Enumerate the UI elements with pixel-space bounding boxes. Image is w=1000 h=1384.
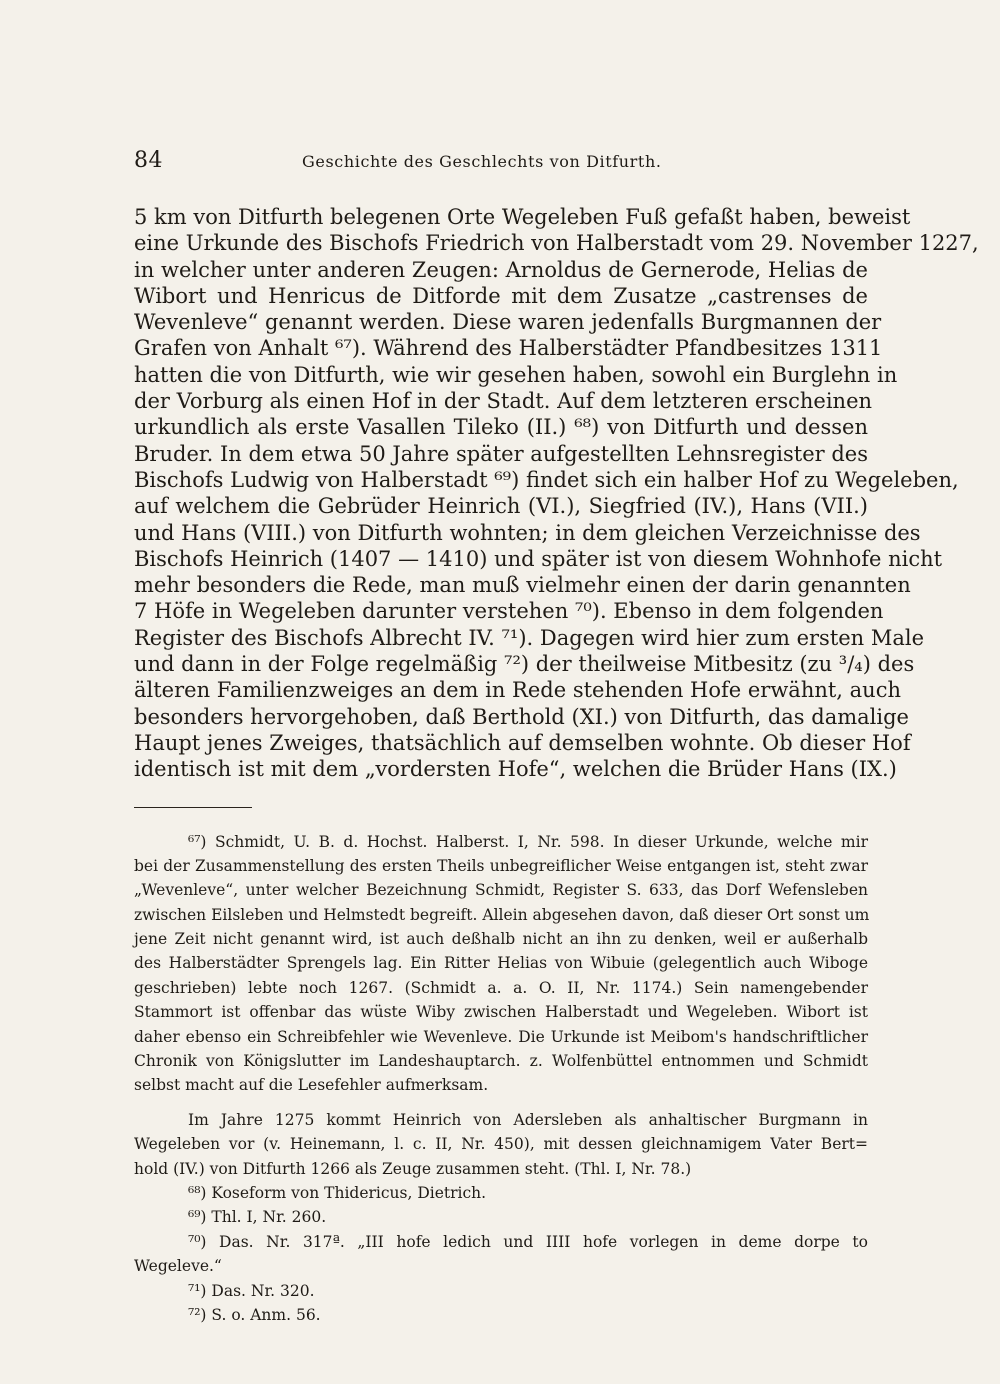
- footnote-line: jene Zeit nicht genannt wird, ist auch deßhalb nicht an ihn zu denken, weil er außerhalb: [134, 930, 868, 949]
- text-line: besonders hervorgehoben, daß Berthold (XI.) von Ditfurth, das damalige: [134, 704, 909, 729]
- text-line: 7 Höfe in Wegeleben darunter verstehen ⁷⁰). Ebenso in dem folgenden: [134, 599, 884, 624]
- text-line: Bruder. In dem etwa 50 Jahre später aufgestellten Lehnsregister des: [134, 441, 868, 466]
- text-line: in welcher unter anderen Zeugen: Arnoldus de Gernerode, Helias de: [134, 257, 868, 282]
- footnotes: [134, 830, 868, 1328]
- footnote-line: ⁶⁷) Schmidt, U. B. d. Hochst. Halberst. I, Nr. 598. In dieser Urkunde, welche mir: [188, 832, 868, 851]
- footnote-68: ⁶⁸) Koseform von Thidericus, Dietrich.: [188, 1184, 487, 1202]
- text-line: Wibort und Henricus de Ditforde mit dem Zusatze „castrenses de: [134, 283, 868, 308]
- running-head: Geschichte des Geschlechts von Ditfurth.: [302, 152, 662, 171]
- text-line: Bischofs Ludwig von Halberstadt ⁶⁹) findet sich ein halber Hof zu Wegeleben,: [134, 467, 959, 492]
- page-header: [134, 148, 868, 178]
- footnote-line: Wegeleve.“: [134, 1257, 222, 1276]
- text-line: der Vorburg als einen Hof in der Stadt. Auf dem letzteren erscheinen: [134, 389, 873, 414]
- text-line: Haupt jenes Zweiges, thatsächlich auf demselben wohnte. Ob dieser Hof: [134, 730, 911, 755]
- text-line: identisch ist mit dem „vordersten Hofe“, welchen die Brüder Hans (IX.): [134, 757, 897, 782]
- footnote-line: „Wevenleve“, unter welcher Bezeichnung Schmidt, Register S. 633, das Dorf Wefensleben: [134, 881, 868, 900]
- text-line: und Hans (VIII.) von Ditfurth wohnten; in dem gleichen Verzeichnisse des: [134, 520, 921, 545]
- footnote-71: ⁷¹) Das. Nr. 320.: [188, 1281, 315, 1300]
- text-line: mehr besonders die Rede, man muß vielmehr einen der darin genannten: [134, 573, 911, 598]
- footnote-line: Chronik von Königslutter im Landeshauptarch. z. Wolfenbüttel entnommen und Schmidt: [134, 1052, 868, 1071]
- text-line: hatten die von Ditfurth, wie wir gesehen haben, sowohl ein Burglehn in: [134, 362, 898, 387]
- footnote-line: hold (IV.) von Ditfurth 1266 als Zeuge zusammen steht. (Thl. I, Nr. 78.): [134, 1159, 692, 1178]
- footnote-70: [134, 1230, 868, 1279]
- footnote-line: Im Jahre 1275 kommt Heinrich von Adersleben als anhaltischer Burgmann in: [188, 1110, 868, 1129]
- text-line: Bischofs Heinrich (1407 — 1410) und später ist von diesem Wohnhofe nicht: [134, 546, 943, 571]
- text-line: Wevenleve“ genannt werden. Diese waren jedenfalls Burgmannen der: [134, 310, 882, 335]
- footnote-67: [134, 830, 868, 1181]
- text-line: eine Urkunde des Bischofs Friedrich von Halberstadt vom 29. November 1227,: [134, 231, 979, 256]
- footnote-line: ⁷⁰) Das. Nr. 317ª. „III hofe ledich und IIII hofe vorlegen in deme dorpe to: [188, 1232, 868, 1251]
- footnote-69: ⁶⁹) Thl. I, Nr. 260.: [188, 1208, 327, 1227]
- footnote-separator: [134, 807, 252, 808]
- text-line: auf welchem die Gebrüder Heinrich (VI.), Siegfried (IV.), Hans (VII.): [134, 494, 868, 519]
- text-line: älteren Familienzweiges an dem in Rede stehenden Hofe erwähnt, auch: [134, 678, 901, 703]
- footnote-line: des Halberstädter Sprengels lag. Ein Ritter Helias von Wibuie (gelegentlich auch Wiboge: [134, 954, 868, 973]
- footnote-line: selbst macht auf die Lesefehler aufmerksam.: [134, 1076, 489, 1095]
- page-number: 84: [134, 148, 163, 173]
- text-line: und dann in der Folge regelmäßig ⁷²) der theilweise Mitbesitz (zu ³/₄) des: [134, 652, 915, 677]
- text-line: Register des Bischofs Albrecht IV. ⁷¹). Dagegen wird hier zum ersten Male: [134, 625, 925, 650]
- footnote-72: ⁷²) S. o. Anm. 56.: [188, 1305, 321, 1324]
- main-text: [134, 204, 979, 783]
- footnote-line: Stammort ist offenbar das wüste Wiby zwischen Halberstadt und Wegeleben. Wibort ist: [134, 1003, 868, 1022]
- footnote-line: Wegeleben vor (v. Heinemann, l. c. II, Nr. 450), mit dessen gleichnamigem Vater Bert=: [134, 1135, 868, 1154]
- footnote-line: daher ebenso ein Schreibfehler wie Wevenleve. Die Urkunde ist Meibom's handschriftlicher: [134, 1027, 868, 1046]
- footnote-line: zwischen Eilsleben und Helmstedt begreift. Allein abgesehen davon, daß dieser Ort sonst um: [134, 905, 870, 924]
- text-line: 5 km von Ditfurth belegenen Orte Wegeleben Fuß gefaßt haben, beweist: [134, 205, 911, 229]
- footnote-line: bei der Zusammenstellung des ersten Theils unbegreiflicher Weise entgangen ist, steht zwar: [134, 856, 868, 875]
- text-line: Grafen von Anhalt ⁶⁷). Während des Halberstädter Pfandbesitzes 1311: [134, 336, 883, 361]
- footnote-line: geschrieben) lebte noch 1267. (Schmidt a. a. O. II, Nr. 1174.) Sein namengebender: [134, 978, 868, 997]
- text-line: urkundlich als erste Vasallen Tileko (II.) ⁶⁸) von Ditfurth und dessen: [134, 415, 868, 440]
